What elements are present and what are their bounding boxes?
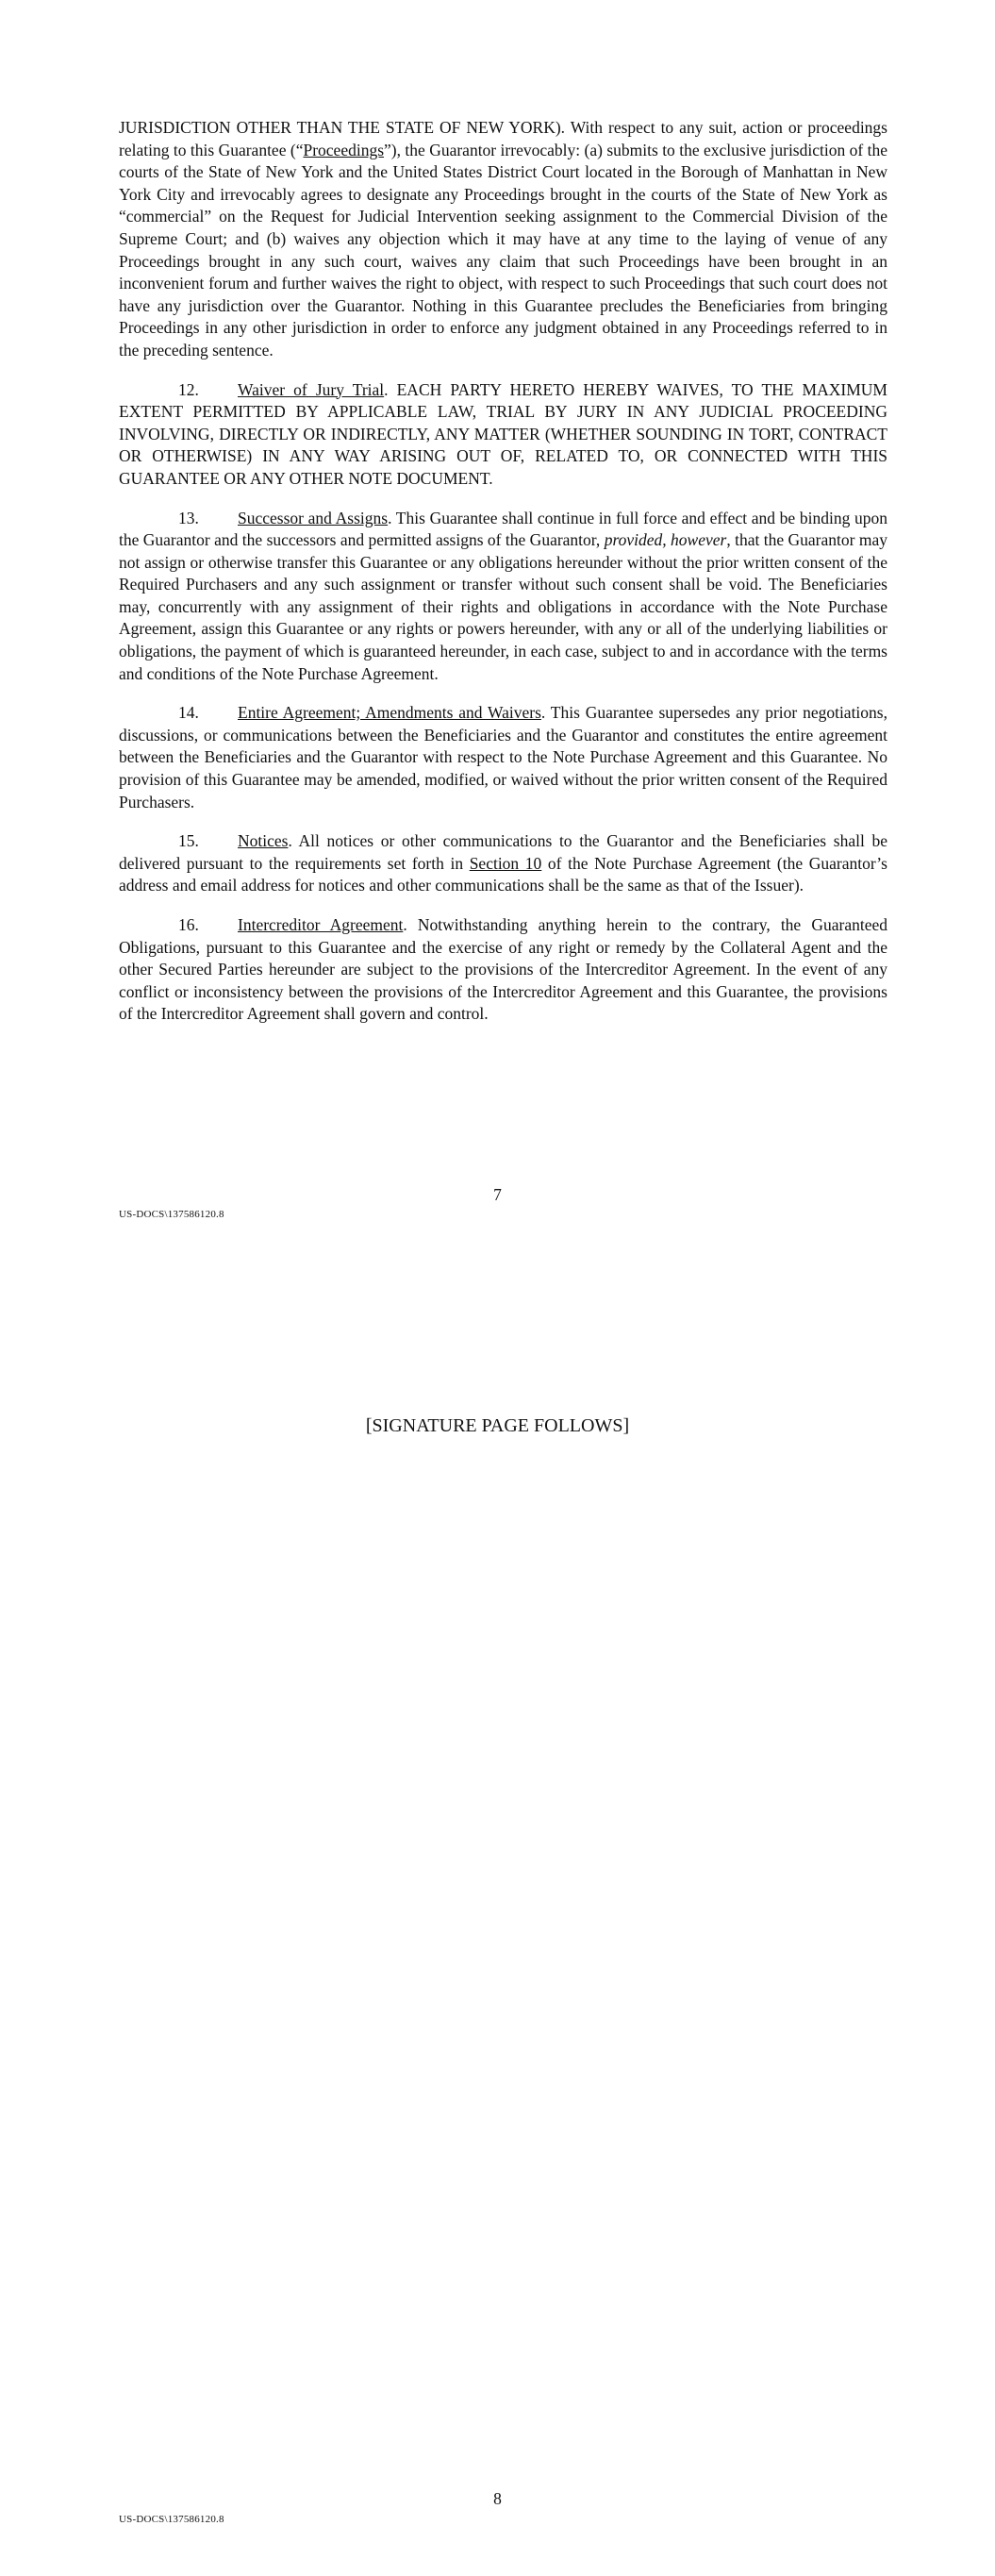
doc-id-page-8: US-DOCS\137586120.8 — [119, 2514, 224, 2525]
section-heading: Successor and Assigns — [238, 508, 389, 527]
section-heading: Intercreditor Agreement — [238, 915, 404, 934]
section-10-reference: Section 10 — [469, 853, 542, 873]
page-number-7: 7 — [493, 1185, 502, 1204]
section-number: 13. — [178, 508, 199, 527]
section-heading: Waiver of Jury Trial — [238, 379, 385, 399]
section-number: 16. — [178, 915, 199, 934]
section-16-intercreditor-agreement: 16. Intercreditor Agreement. Notwithstanding anything herein to the contrary, the Guaranteed Obligations, pursuant to this Guarantee and the exercise of any right or remedy by the Collateral Agent and the other Secured Parties hereunder are subject to the provisions of the Intercreditor Agreement. In the event of any conflict or inconsistency between the provisions of the Intercreditor Agreement and this Guarantee, the provisions of the Intercreditor Agreement shall govern and control. — [119, 915, 887, 1024]
page-7-body — [119, 117, 887, 1043]
section-number: 12. — [178, 379, 199, 399]
section-heading: Entire Agreement; Amendments and Waivers — [238, 703, 541, 723]
section-15-notices: 15. Notices. All notices or other communications to the Guarantor and the Beneficiaries shall be delivered pursuant to the requirements set forth in Section 10 of the Note Purchase Agreement (the Guarantor’s address and email address for notices and other communications shall be the same as that of the Issuer). — [119, 831, 887, 895]
section-number: 14. — [178, 703, 199, 723]
proceedings-term: Proceedings — [303, 140, 385, 159]
section-14-entire-agreement: 14. Entire Agreement; Amendments and Waivers. This Guarantee supersedes any prior negotiations, discussions, or communications between the Beneficiaries and the Guarantor and constitutes the entire agreement between the Beneficiaries and the Guarantor with respect to the Note Purchase Agreement and this Guarantee. No provision of this Guarantee may be amended, modified, or waived without the prior written consent of the Required Purchasers. — [119, 703, 887, 811]
carryover-paragraph: JURISDICTION OTHER THAN THE STATE OF NEW YORK). With respect to any suit, action or proceedings relating to this Guarantee (“Proceedings”), the Guarantor irrevocably: (a) submits to the exclusive jurisdiction of the courts of the State of New York and the United States District Court located in the Borough of Manhattan in New York City and irrevocably agrees to designate any Proceedings brought in the courts of the State of New York as “commercial” on the Request for Judicial Intervention seeking assignment to the Commercial Division of the Supreme Court; and (b) waives any objection which it may have at any time to the laying of venue of any Proceedings brought in any such court, waives any claim that such Proceedings have been brought in an inconvenient forum and further waives the right to object, with respect to such Proceedings that such court does not have any jurisdiction over the Guarantor. Nothing in this Guarantee precludes the Beneficiaries from bringing Proceedings in any other jurisdiction in order to enforce any judgment obtained in any Proceedings referred to in the preceding sentence. — [119, 118, 887, 360]
doc-id-page-7: US-DOCS\137586120.8 — [119, 1209, 224, 1220]
page-number-8: 8 — [493, 2489, 502, 2508]
section-12-waiver-of-jury-trial: 12. Waiver of Jury Trial. EACH PARTY HERETO HEREBY WAIVES, TO THE MAXIMUM EXTENT PERMITTED BY APPLICABLE LAW, TRIAL BY JURY IN ANY JUDICIAL PROCEEDING INVOLVING, DIRECTLY OR INDIRECTLY, ANY MATTER (WHETHER SOUNDING IN TORT, CONTRACT OR OTHERWISE) IN ANY WAY ARISING OUT OF, RELATED TO, OR CONNECTED WITH THIS GUARANTEE OR ANY OTHER NOTE DOCUMENT. — [119, 379, 887, 488]
section-number: 15. — [178, 831, 199, 851]
section-13-successor-and-assigns: 13. Successor and Assigns. This Guarantee shall continue in full force and effect and be binding upon the Guarantor and the successors and permitted assigns of the Guarantor, provided, however, that the Guarantor may not assign or otherwise transfer this Guarantee or any obligations hereunder without the prior written consent of the Required Purchasers and any such assignment or transfer without such consent shall be void. The Beneficiaries may, concurrently with any assignment of their rights and obligations in accordance with the Note Purchase Agreement, assign this Guarantee or any rights or powers hereunder, with any or all of the underlying liabilities or obligations, the payment of which is guaranteed hereunder, in each case, subject to and in accordance with the terms and conditions of the Note Purchase Agreement. — [119, 508, 888, 683]
section-heading: Notices — [238, 831, 289, 851]
provided-however-italic: provided, however — [604, 530, 727, 550]
signature-page-follows: [SIGNATURE PAGE FOLLOWS] — [365, 1415, 630, 1436]
